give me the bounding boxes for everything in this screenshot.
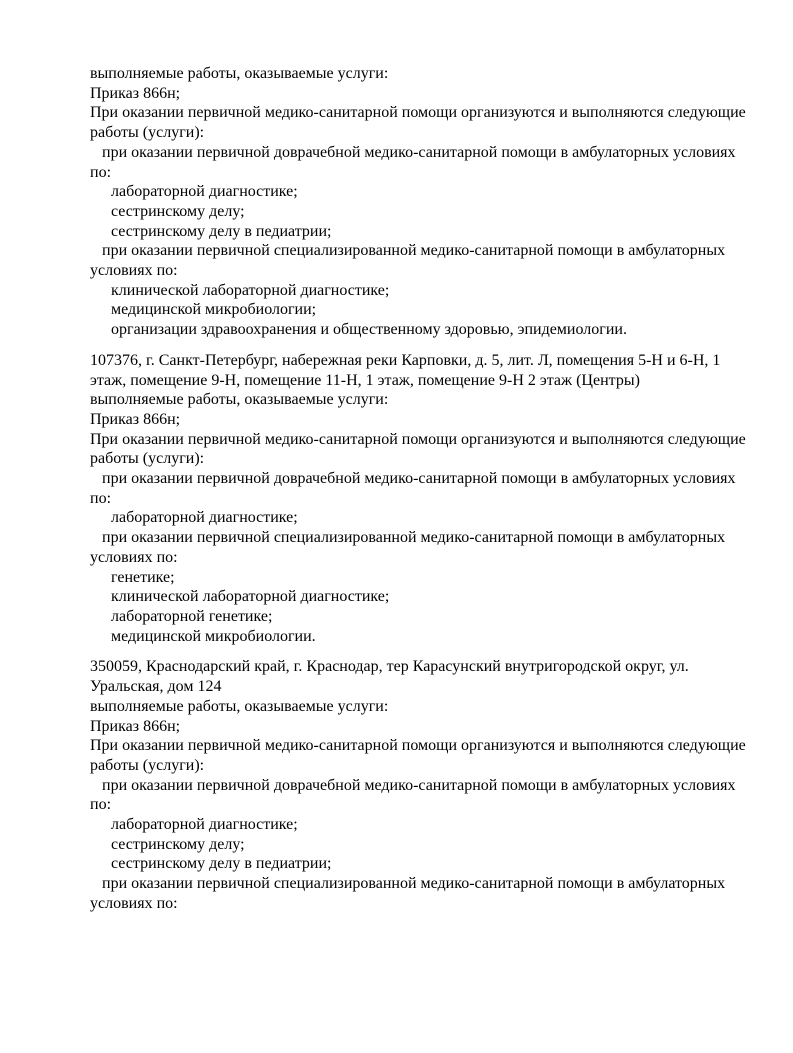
license-works-text [90,64,753,914]
text-line: Приказ 866н; [90,410,181,428]
section-works-list-first [90,64,753,340]
text-line: Приказ 866н; [90,717,181,735]
text-line: лабораторной диагностике; [111,816,298,834]
text-line: медицинской микробиологии; [111,301,317,319]
text-line: условиях по: [90,262,178,280]
text-line: условиях по: [90,548,178,566]
text-line: выполняемые работы, оказываемые услуги: [90,391,389,409]
text-line: по: [90,489,112,507]
text-line: клинической лабораторной диагностике; [111,588,390,606]
text-line: лабораторной диагностике; [111,509,298,527]
text-line: условиях по: [90,894,178,912]
text-line: лабораторной диагностике; [111,183,298,201]
text-line: этаж, помещение 9-Н, помещение 11-Н, 1 этаж, помещение 9-Н 2 этаж (Центры) [90,371,640,389]
text-line: сестринскому делу; [111,202,245,220]
text-line: при оказании первичной доврачебной медико-санитарной помощи в амбулаторных условиях [102,143,736,161]
text-line: по: [90,796,112,814]
text-line: при оказании первичной специализированной медико-санитарной помощи в амбулаторных [102,529,726,547]
text-line: сестринскому делу в педиатрии; [111,855,332,873]
text-line: клинической лабораторной диагностике; [111,281,390,299]
text-line: медицинской микробиологии. [111,627,316,645]
text-line: при оказании первичной доврачебной медико-санитарной помощи в амбулаторных условиях [102,776,736,794]
text-line: лабораторной генетике; [111,607,273,625]
text-line: генетике; [111,568,175,586]
text-line: выполняемые работы, оказываемые услуги: [90,697,389,715]
text-line: 107376, г. Санкт-Петербург, набережная реки Карповки, д. 5, лит. Л, помещения 5-Н и 6-Н, 1 [90,351,721,369]
text-line: сестринскому делу; [111,835,245,853]
text-line: При оказании первичной медико-санитарной помощи организуются и выполняются следующие [90,430,746,448]
section-address-saint-petersburg [90,351,753,647]
text-line: При оказании первичной медико-санитарной помощи организуются и выполняются следующие [90,104,746,122]
text-line: по: [90,163,112,181]
text-line: Приказ 866н; [90,84,181,102]
text-line: при оказании первичной специализированной медико-санитарной помощи в амбулаторных [102,875,726,893]
text-line: Уральская, дом 124 [90,678,222,696]
text-line: работы (услуги): [90,756,205,774]
text-line: работы (услуги): [90,450,205,468]
text-line: выполняемые работы, оказываемые услуги: [90,65,389,82]
text-line: При оказании первичной медико-санитарной помощи организуются и выполняются следующие [90,737,746,755]
text-line: сестринскому делу в педиатрии; [111,222,332,240]
text-line: работы (услуги): [90,124,205,142]
text-line: 350059, Краснодарский край, г. Краснодар, тер Карасунский внутригородской округ, ул. [90,658,689,676]
text-line: организации здравоохранения и общественному здоровью, эпидемиологии. [111,321,627,339]
section-address-krasnodar [90,657,753,913]
text-line: при оказании первичной специализированной медико-санитарной помощи в амбулаторных [102,242,726,260]
text-line: при оказании первичной доврачебной медико-санитарной помощи в амбулаторных условиях [102,470,736,488]
